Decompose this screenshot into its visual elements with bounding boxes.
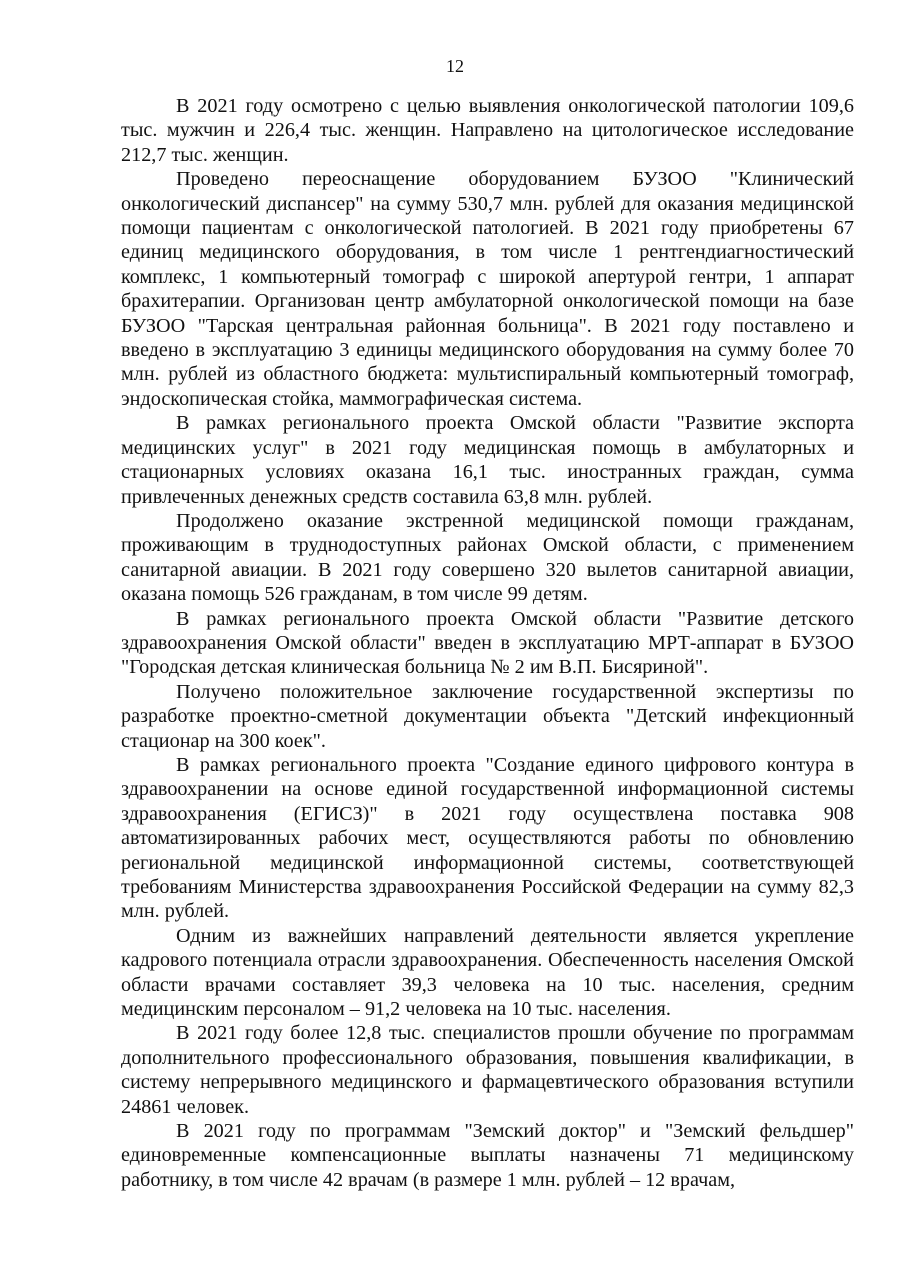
paragraph-zemsky-programs: В 2021 году по программам "Земский доктор" и "Земский фельдшер" единовременные компенсационные выплаты назначены 71 медицинскому работнику, в том числе 42 врачам (в размере 1 млн. рублей – 12 врачам, — [121, 1120, 854, 1191]
paragraph-sanitary-aviation: Продолжено оказание экстренной медицинской помощи гражданам, проживающим в труднодоступных районах Омской области, с применением санитарной авиации. В 2021 году совершено 320 вылетов санитарной авиации, оказана помощь 526 гражданам, в том числе 99 детям. — [121, 509, 854, 606]
page-number: 12 — [446, 56, 464, 76]
paragraph-training: В 2021 году более 12,8 тыс. специалистов прошли обучение по программам дополнительного профессионального образования, повышения квалификации, в систему непрерывного медицинского и фармацевтического образования вступили 24861 человек. — [121, 1022, 854, 1118]
body-text — [121, 94, 854, 1192]
paragraph-staffing: Одним из важнейших направлений деятельности является укрепление кадрового потенциала отрасли здравоохранения. Обеспеченность населения Омской области врачами составляет 39,3 человека на 10 тыс. населения, средним медицинским персоналом – 91,2 человека на 10 тыс. населения. — [121, 924, 854, 1021]
paragraph-infectious-hospital: Получено положительное заключение государственной экспертизы по разработке проектно-сметной документации объекта "Детский инфекционный стационар на 300 коек". — [121, 680, 854, 752]
paragraph-oncology-equipment: Проведено переоснащение оборудованием БУЗОО "Клинический онкологический диспансер" на сумму 530,7 млн. рублей для оказания медицинской помощи пациентам с онкологической патологией. В 2021 году приобретены 67 единиц медицинского оборудования, в том числе 1 рентгендиагностический комплекс, 1 компьютерный томограф с широкой апертурой гентри, 1 аппарат брахитерапии. Организован центр амбулаторной онкологической помощи на базе БУЗОО "Тарская центральная районная больница". В 2021 году поставлено и введено в эксплуатацию 3 единицы медицинского оборудования на сумму более 70 млн. рублей из областного бюджета: мультиспиральный компьютерный томограф, эндоскопическая стойка, маммографическая система. — [121, 168, 854, 410]
paragraph-oncology-screening: В 2021 году осмотрено с целью выявления онкологической патологии 109,6 тыс. мужчин и 226,4 тыс. женщин. Направлено на цитологическое исследование 212,7 тыс. женщин. — [121, 95, 854, 166]
paragraph-child-healthcare: В рамках регионального проекта Омской области "Развитие детского здравоохранения Омской области" введен в эксплуатацию МРТ-аппарат в БУЗОО "Городская детская клиническая больница № 2 им В.П. Бисяриной". — [121, 607, 854, 679]
paragraph-medical-export: В рамках регионального проекта Омской области "Развитие экспорта медицинских услуг" в 2021 году медицинская помощь в амбулаторных и стационарных условиях оказана 16,1 тыс. иностранных граждан, сумма привлеченных денежных средств составила 63,8 млн. рублей. — [121, 412, 854, 508]
paragraph-digital-contour: В рамках регионального проекта "Создание единого цифрового контура в здравоохранении на основе единой государственной информационной системы здравоохранения (ЕГИСЗ)" в 2021 году осуществлена поставка 908 автоматизированных рабочих мест, осуществляются работы по обновлению региональной медицинской информационной системы, соответствующей требованиям Министерства здравоохранения Российской Федерации на сумму 82,3 млн. рублей. — [121, 753, 854, 923]
